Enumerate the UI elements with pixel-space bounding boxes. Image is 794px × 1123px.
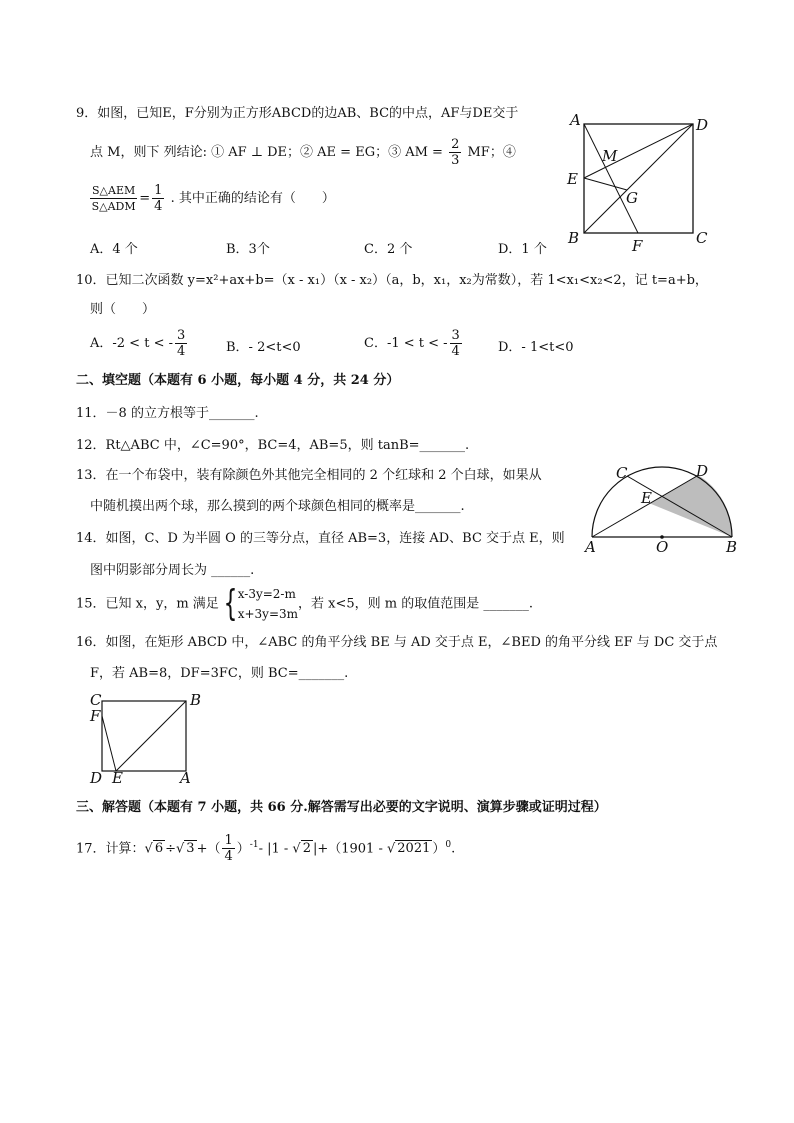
q17-radicand-3: 3 <box>186 841 195 857</box>
q9-eq: = <box>139 191 151 206</box>
segment-fe <box>102 716 116 771</box>
q15 <box>76 584 533 625</box>
q17-frac-den: 4 <box>224 849 233 865</box>
q17-pre: 17．计算：√ <box>76 841 153 857</box>
q15-post: ，若 x<5，则 m 的取值范围是 _______. <box>298 596 534 612</box>
q9-option-d: D．1 个 <box>498 242 547 257</box>
q10-option-b: B．- 2<t<0 <box>226 340 301 355</box>
q12: 12．Rt△ABC 中，∠C=90°，BC=4，AB=5，则 tanB=_______. <box>76 438 470 453</box>
q9-line3-tail: . 其中正确的结论有（ ） <box>170 191 335 206</box>
q17 <box>76 832 455 864</box>
q9-line2-text: 点 M，则下 列结论: ① AF ⊥ DE；② AE = EG；③ AM = <box>90 145 443 160</box>
section-3-heading: 三、解答题（本题有 7 小题，共 66 分.解答需写出必要的文字说明、演算步骤或证明过程） <box>76 800 607 815</box>
q17-exp2: 0 <box>445 840 452 850</box>
label-a: A <box>180 769 191 787</box>
q10-opt-c-num: 3 <box>451 328 460 343</box>
q13-line1: 13．在一个布袋中，装有除颜色外其他完全相同的 2 个红球和 2 个白球，如果从 <box>76 468 542 483</box>
q9-fraction-1-4 <box>152 183 164 214</box>
q17-radicand-2021: 2021 <box>397 841 431 857</box>
q10-opt-a-frac <box>175 328 187 359</box>
q16-line1: 16．如图，在矩形 ABCD 中，∠ABC 的角平分线 BE 与 AD 交于点 E，∠BED 的角平分线 EF 与 DC 交于点 <box>76 635 718 650</box>
q17-fraction <box>222 833 234 864</box>
q9-ratio-num: S△AEM <box>92 184 136 197</box>
label-e: E <box>641 489 652 507</box>
q14-semicircle-figure <box>583 458 743 556</box>
q14-line1: 14．如图，C、D 为半圆 O 的三等分点，直径 AB=3，连接 AD、BC 交于点 E，则 <box>76 531 565 546</box>
q9-option-b: B．3个 <box>226 242 270 257</box>
q15-brace: { <box>223 583 238 624</box>
q9-option-a: A．4 个 <box>90 242 138 257</box>
q9-square-figure <box>560 106 720 256</box>
q9-frac2-num: 1 <box>154 183 163 198</box>
q10-option-d: D．- 1<t<0 <box>498 340 574 355</box>
q10-opt-c-frac <box>450 328 462 359</box>
q17-mid4: |+（1901 - √ <box>312 841 396 857</box>
q9-fraction-2-3 <box>449 137 461 168</box>
q10-opt-c-den: 4 <box>451 344 460 359</box>
q17-radicand-6: 6 <box>154 841 164 857</box>
q17-mid5: ） <box>432 841 446 857</box>
q13-line2: 中随机摸出两个球，那么摸到的两个球颜色相同的概率是_______. <box>90 499 465 514</box>
label-m: M <box>602 147 618 165</box>
q15-eq1: x-3y=2-m <box>237 587 296 601</box>
q9-frac-num: 2 <box>451 137 460 152</box>
label-o: O <box>656 538 669 556</box>
q10-option-c <box>364 328 464 359</box>
q9-frac-den: 3 <box>451 153 460 168</box>
section-2-heading: 二、填空题（本题有 6 小题，每小题 4 分，共 24 分） <box>76 373 400 388</box>
label-d: D <box>90 769 103 787</box>
q9-frac2-den: 4 <box>154 199 163 214</box>
q17-end: . <box>451 841 456 857</box>
q17-mid3: - |1 - √ <box>258 841 301 857</box>
label-b: B <box>568 229 580 247</box>
label-c: C <box>616 464 628 482</box>
segment-eg <box>584 178 627 190</box>
q9-ratio-den: S△ADM <box>91 200 136 213</box>
segment-eb <box>116 701 186 771</box>
q9-line3 <box>88 183 335 214</box>
rectangle-abcd <box>102 701 186 771</box>
q17-mid2: ） <box>236 841 250 857</box>
label-c: C <box>90 691 102 709</box>
q9-line2-tail: MF；④ <box>467 145 516 160</box>
q17-radicand-2: 2 <box>302 841 311 857</box>
q9-line2 <box>90 137 516 168</box>
q10-line2: 则（ ） <box>90 302 156 317</box>
segment-af <box>584 124 638 233</box>
label-e: E <box>112 769 123 787</box>
label-d: D <box>696 116 709 134</box>
q17-frac-num: 1 <box>224 833 233 849</box>
q9-line1: 9．如图，已知E，F分别为正方形ABCD的边AB、BC的中点，AF与DE交于 <box>76 106 519 121</box>
segment-de <box>584 124 693 178</box>
shaded-region <box>650 475 732 537</box>
label-b: B <box>190 691 202 709</box>
q10-opt-a-text: A．-2 < t < - <box>90 336 173 351</box>
q17-exp1: -1 <box>249 840 259 850</box>
label-f: F <box>90 707 101 725</box>
q9-area-ratio <box>90 183 137 214</box>
q10-line1: 10．已知二次函数 y=x²+ax+b=（x - x₁）（x - x₂）（a，b，x₁，x₂为常数），若 1<x₁<x₂<2，记 t=a+b， <box>76 273 708 288</box>
label-a: A <box>585 538 596 556</box>
q16-line2: F，若 AB=8，DF=3FC，则 BC=_______. <box>90 666 349 681</box>
q16-rectangle-figure <box>86 690 206 788</box>
q11: 11．－8 的立方根等于_______. <box>76 406 259 421</box>
label-e: E <box>567 170 578 188</box>
q15-system <box>238 584 298 624</box>
label-a: A <box>570 111 581 129</box>
label-d: D <box>696 462 709 480</box>
label-c: C <box>696 229 708 247</box>
q15-pre: 15．已知 x，y，m 满足 <box>76 596 219 612</box>
q10-opt-a-num: 3 <box>176 328 186 343</box>
label-f: F <box>632 237 643 255</box>
q14-line2: 图中阴影部分周长为 ______. <box>90 563 255 578</box>
q10-opt-c-text: C．-1 < t < - <box>364 336 448 351</box>
q17-div: ÷√ <box>165 841 185 857</box>
q15-eq2: x+3y=3m <box>237 607 299 621</box>
diagonal-bd <box>584 124 693 233</box>
label-b: B <box>726 538 738 556</box>
label-g: G <box>626 189 638 207</box>
q10-opt-a-den: 4 <box>176 344 186 359</box>
q9-option-c: C．2 个 <box>364 242 413 257</box>
q17-mid1: +（ <box>196 841 221 857</box>
q10-option-a <box>90 328 189 359</box>
